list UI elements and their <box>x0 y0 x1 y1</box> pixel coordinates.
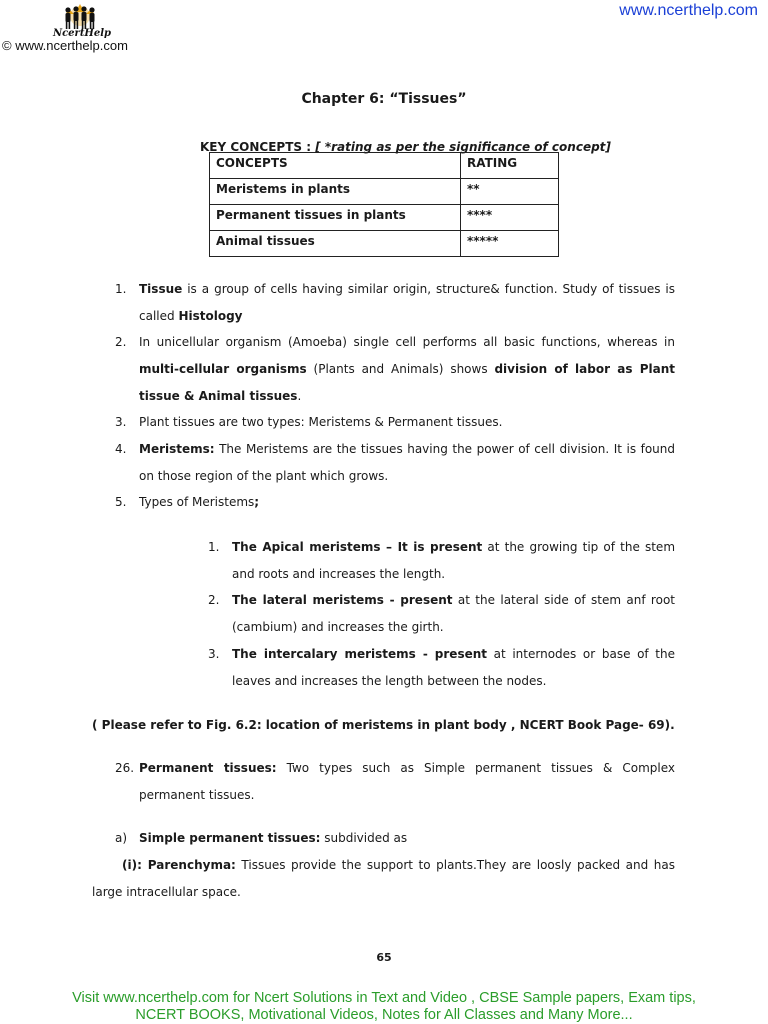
list-number: 1. <box>115 282 127 296</box>
bold-term: The intercalary meristems - present <box>232 647 488 661</box>
text-span: subdivided as <box>320 831 408 845</box>
list-text <box>232 641 675 695</box>
meristem-item <box>208 534 675 588</box>
bold-term: Tissue <box>139 282 183 296</box>
footer-line-2: NCERT BOOKS, Motivational Videos, Notes for All Classes and Many More... <box>135 1007 633 1023</box>
list-item <box>115 276 675 330</box>
list-item <box>115 436 675 490</box>
rating-cell: ***** <box>461 231 559 257</box>
key-concepts-label: KEY CONCEPTS : <box>200 140 316 154</box>
rating-cell: ** <box>461 179 559 205</box>
text-span: at internodes or base of the leaves and increases the length between the nodes. <box>232 647 675 688</box>
list-number: 3. <box>115 415 127 429</box>
text-span: . <box>297 389 302 403</box>
chapter-title: Chapter 6: “Tissues” <box>301 91 467 107</box>
list-text <box>139 276 675 330</box>
list-number: 3. <box>208 647 220 661</box>
list-item <box>115 329 675 410</box>
list-number: 26. <box>115 761 135 775</box>
bold-term: division of labor as Plant tissue & Animal tissues <box>139 362 675 403</box>
list-text <box>139 329 675 410</box>
text-span: (Plants and Animals) shows <box>306 362 495 376</box>
text-span: In unicellular organism (Amoeba) single cell performs all basic functions, whereas in <box>139 335 675 349</box>
text-span: is a group of cells having similar origin, structure& function. Study of tissues is called <box>139 282 675 323</box>
list-text <box>139 825 675 852</box>
table-row <box>210 179 559 205</box>
parenchyma-paragraph <box>92 852 675 906</box>
list-text <box>139 436 675 490</box>
page-number: 65 <box>376 951 392 964</box>
concept-cell: Animal tissues <box>210 231 461 257</box>
bold-term: multi-cellular organisms <box>139 362 307 376</box>
table-row <box>210 231 559 257</box>
bold-term: ; <box>254 495 260 509</box>
list-number: 2. <box>115 335 127 349</box>
rating-cell: **** <box>461 205 559 231</box>
list-item <box>115 755 675 809</box>
text-span: Two types such as Simple permanent tissues & Complex permanent tissues. <box>139 761 675 802</box>
list-letter: a) <box>115 831 128 845</box>
logo-text: NcertHelp <box>52 28 112 39</box>
bold-term: Simple permanent tissues: <box>139 831 321 845</box>
copyright-text: © www.ncerthelp.com <box>2 38 128 53</box>
bold-term: (i): Parenchyma: <box>122 858 236 872</box>
list-number: 2. <box>208 593 220 607</box>
site-link[interactable]: www.ncerthelp.com <box>619 2 758 19</box>
table-header-row <box>210 153 559 179</box>
ncerthelp-logo <box>32 2 128 38</box>
list-number: 4. <box>115 442 127 456</box>
table-row <box>210 205 559 231</box>
text-span: Plant tissues are two types: Meristems & Permanent tissues. <box>139 415 503 429</box>
list-text <box>139 409 675 436</box>
bold-term: The Apical meristems – It is present <box>232 540 483 554</box>
list-item <box>115 489 675 516</box>
refer-text: ( Please refer to Fig. 6.2: location of meristems in plant body , NCERT Book Page- 69). <box>92 718 675 732</box>
text-span: The Meristems are the tissues having the power of cell division. It is found on those region of the plant which grows. <box>139 442 675 483</box>
list-item <box>115 409 675 436</box>
figure-reference-note <box>92 712 692 739</box>
key-concepts-note: [ *rating as per the significance of concept] <box>315 140 611 154</box>
list-text <box>139 755 675 809</box>
list-number: 5. <box>115 495 127 509</box>
footer-banner <box>0 990 768 1024</box>
list-text <box>139 489 675 516</box>
text-span: Tissues provide the support to plants.They are loosly packed and has large intracellular space. <box>92 858 676 899</box>
meristem-item <box>208 587 675 641</box>
bold-term: Permanent tissues: <box>139 761 277 775</box>
text-span: at the lateral side of stem anf root (cambium) and increases the girth. <box>232 593 675 634</box>
list-text <box>232 587 675 641</box>
table-header-rating: RATING <box>461 153 559 179</box>
table-header-concepts: CONCEPTS <box>210 153 461 179</box>
text-span: at the growing tip of the stem and roots and increases the length. <box>232 540 676 581</box>
bold-term: Meristems: <box>139 442 215 456</box>
meristem-item <box>208 641 675 695</box>
text-span: Types of Meristems <box>139 495 255 509</box>
list-number: 1. <box>208 540 220 554</box>
list-text <box>232 534 675 588</box>
footer-line-1: Visit www.ncerthelp.com for Ncert Solutions in Text and Video , CBSE Sample papers, Exam tips, <box>72 990 696 1006</box>
concept-cell: Permanent tissues in plants <box>210 205 461 231</box>
key-concepts-table <box>209 152 559 257</box>
list-item <box>115 825 675 852</box>
bold-term: Histology <box>178 309 243 323</box>
concept-cell: Meristems in plants <box>210 179 461 205</box>
bold-term: The lateral meristems - present <box>232 593 453 607</box>
